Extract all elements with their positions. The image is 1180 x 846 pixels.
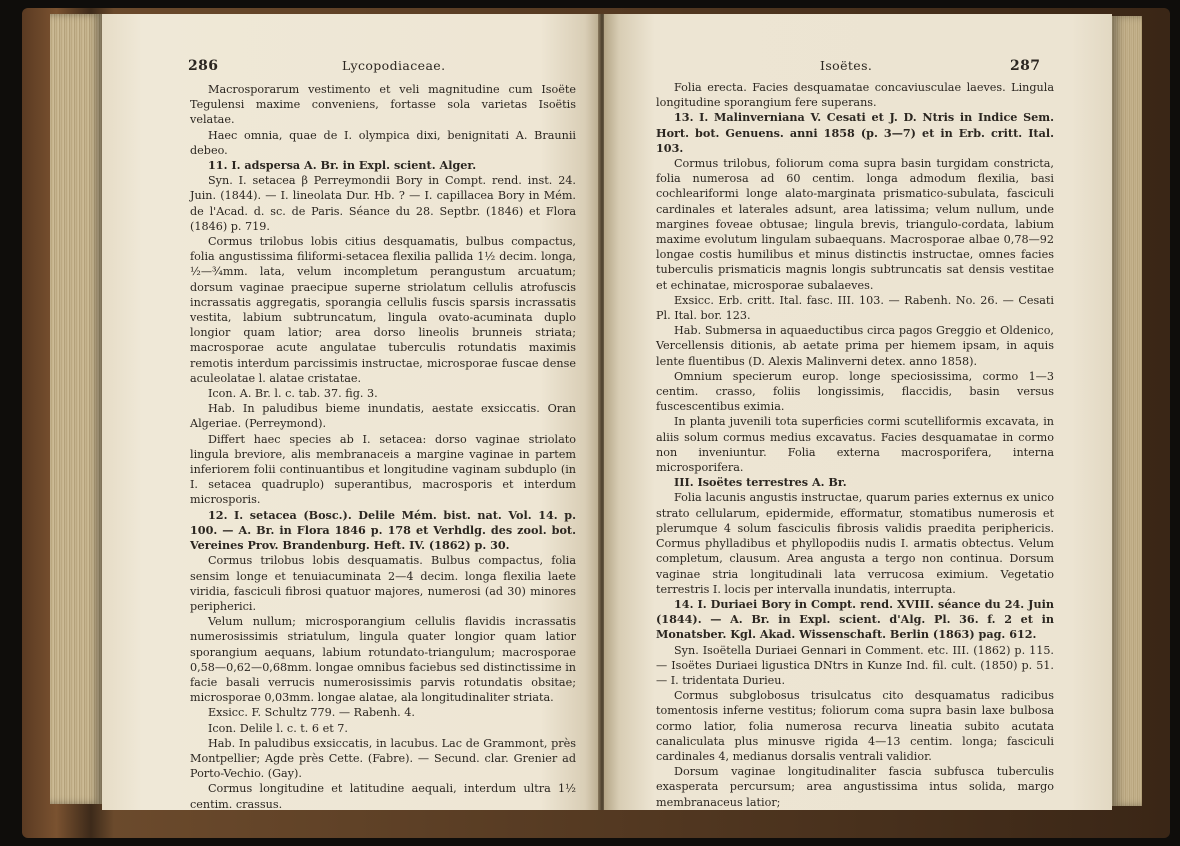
body-paragraph: Omnium specierum europ. longe speciosissima, cormo 1—3 centim. crasso, foliis longissimis, flaccidis, basin versus fuscescentibus eximia.	[656, 369, 1054, 414]
body-paragraph: Icon. Delile l. c. t. 6 et 7.	[208, 721, 348, 735]
body-paragraph: Folia erecta. Facies desquamatae concaviusculae laeves. Lingula longitudine sporangium fere superans.	[656, 81, 1054, 110]
body-paragraph: Exsicc. F. Schultz 779. — Rabenh. 4.	[208, 706, 415, 720]
body-paragraph: Haec omnia, quae de I. olympica dixi, benignitati A. Braunii debeo.	[190, 128, 576, 157]
body-paragraph: Cormus trilobus, foliorum coma supra basin turgidam constricta, folia numerosa ad 60 centim. longa admodum flexilia, basi cochleariformi longe alato-marginata prismatico-subulata, fasciculi cardinales et laterales adsunt, area latissima; velum nullum, unde margines foveae obtusae; lingula brevis, triangulo-cordata, labium maxime evolutum lingulam subaequans. Macrosporae albae 0,78—92 longae costis humilibus et minus distinctis instructae, omnes facies tuberculis prismaticis magnis longis subtruncatis sat densis vestitae et echinatae, microsporae subalaeves.	[656, 157, 1054, 292]
species-heading: 14. I. Duriaei Bory in Compt. rend. XVIII. séance du 24. Juin (1844). — A. Br. in Expl. scient. d'Alg. Pl. 36. f. 2 et in Monatsber. Kgl. Akad. Wissenschaft. Berlin (1863) pag. 612.	[656, 596, 1054, 642]
left-page	[102, 14, 600, 810]
species-heading: 12. I. setacea (Bosc.). Delile Mém. bist. nat. Vol. 14. p. 100. — A. Br. in Flora 1846 p. 178 et Verhdlg. des zool. bot. Vereines Prov. Brandenburg. Heft. IV. (1862) p. 30.	[190, 507, 576, 553]
body-paragraph: Differt haec species ab I. setacea: dorso vaginae striolato lingula breviore, alis membranaceis a margine vaginae in partem inferiorem folii continuantibus et longitudine vaginam subduplo (in I. setacea quadruplo) superantibus, macrosporis et interdum microsporis.	[190, 432, 576, 507]
body-paragraph: Icon. A. Br. l. c. tab. 37. fig. 3.	[208, 387, 378, 401]
page-edges-right	[1112, 16, 1142, 806]
body-paragraph: Cormus longitudine et latitudine aequali, interdum ultra 1½ centim. crassus.	[190, 782, 576, 810]
page-number: 287	[1010, 58, 1041, 74]
body-paragraph: Cormus trilobus lobis desquamatis. Bulbus compactus, folia sensim longe et tenuiacuminata 2—4 decim. longa flexilia laete viridia, fasciculi fibrosi quatuor majores, numerosi (ad 30) minores peripherici.	[190, 554, 576, 613]
body-paragraph: Syn. Isoëtella Duriaei Gennari in Comment. etc. III. (1862) p. 115. — Isoëtes Duriaei ligustica DNtrs in Kunze Ind. fil. cult. (1850) p. 51. — I. tridentata Durieu.	[656, 643, 1054, 687]
left-page-body	[190, 82, 576, 810]
body-paragraph: Dorsum vaginae longitudinaliter fascia subfusca tuberculis exasperata percursum; area angustissima intus solida, margo membranaceus latior;	[656, 765, 1054, 809]
page-edges-left	[50, 14, 102, 804]
species-heading: 11. I. adspersa A. Br. in Expl. scient. Alger.	[208, 158, 477, 173]
body-paragraph: Hab. In paludibus exsiccatis, in lacubus. Lac de Grammont, près Montpellier; Agde près Cette. (Fabre). — Secund. clar. Grenier ad Porto-Vechio. (Gay).	[190, 736, 576, 781]
running-head: Isoëtes.	[820, 58, 873, 73]
body-paragraph: Cormus trilobus lobis citius desquamatis, bulbus compactus, folia angustissima filiformi-setacea flexilia pallida 1½ decim. longa, ½—¾mm. lata, velum incompletum perangustum arcuatum; dorsum vaginae praecipue superne striolatum cellulis atrofuscis incrassatis aggregatis, sporangia cellulis fuscis sparsis incrassatis vestita, labium subtruncatum, lingula ovato-acuminata duplo longior quam latior; area dorso lineolis brunneis striata; macrosporae acute angulatae tuberculis rotundatis maximis remotis interdum parcissimis instructae, microsporae fuscae dense aculeolatae l. alatae cristatae.	[190, 235, 576, 385]
body-paragraph: Syn. I. setacea β Perreymondii Bory in Compt. rend. inst. 24. Juin. (1844). — I. lineolata Dur. Hb. ? — I. capillacea Bory in Mém. de l'Acad. d. sc. de Paris. Séance du 28. Septbr. (1846) et Flora (1846) p. 719.	[190, 174, 576, 233]
body-paragraph: Cormus subglobosus trisulcatus cito desquamatus radicibus tomentosis inferne vestitus; foliorum coma supra basin laxe bulbosa cormo latior, folia numerosa recurva lineatia subito acutata canaliculata plus minusve rigida 4—13 centim. longa; fasciculi cardinales 4, medianus dorsalis ventrali validior.	[656, 689, 1054, 763]
body-paragraph: Hab. Submersa in aquaeductibus circa pagos Greggio et Oldenico, Vercellensis ditionis, ab aetate prima per hiemem ipsam, in aquis lente fluentibus (D. Alexis Malinverni detex. anno 1858).	[656, 324, 1054, 368]
body-paragraph: Folia lacunis angustis instructae, quarum paries externus ex unico strato cellularum, epidermide, efformatur, stomatibus numerosis et plerumque 4 solum fasciculis fibrosis validis praedita periphericis. Cormus phylladibus et phyllopodiis nudis I. armatis obtectus. Velum completum, clausum. Area angusta a tergo non continua. Dorsum vaginae stria longitudinali lata verrucosa eximium. Vegetatio terrestris I. locis per intervalla inundatis, interrupta.	[656, 491, 1054, 596]
species-heading: III. Isoëtes terrestres A. Br.	[674, 475, 847, 490]
right-page-body	[656, 80, 1054, 810]
body-paragraph: Macrosporarum vestimento et veli magnitudine cum Isoëte Tegulensi maxime conveniens, fortasse sola varietas Isoëtis velatae.	[190, 83, 576, 127]
body-paragraph: In planta juvenili tota superficies cormi scutelliformis excavata, in aliis solum cormus medius excavatus. Facies desquamatae in cormo non inveniuntur. Folia externa macrosporifera, interna microsporifera.	[656, 415, 1054, 475]
right-page	[604, 14, 1112, 810]
body-paragraph: Hab. In paludibus bieme inundatis, aestate exsiccatis. Oran Algeriae. (Perreymond).	[190, 402, 576, 431]
running-head: Lycopodiaceae.	[342, 58, 446, 73]
page-number: 286	[188, 58, 219, 74]
body-paragraph: Velum nullum; microsporangium cellulis flavidis incrassatis numerosissimis striatulum, lingula quater longior quam latior sporangium aequans, labium rotundato-triangulum; macrosporae 0,58—0,62—0,68mm. longae omnibus faciebus sed distinctissime in facie basali verrucis numerosissimis parvis rotundatis obsitae; microsporae 0,03mm. longae alatae, ala longitudinaliter striata.	[190, 615, 576, 705]
body-paragraph: Exsicc. Erb. critt. Ital. fasc. III. 103. — Rabenh. No. 26. — Cesati Pl. Ital. bor. 123.	[656, 293, 1054, 323]
species-heading: 13. I. Malinverniana V. Cesati et J. D. Ntris in Indice Sem. Hort. bot. Genuens. anni 1858 (p. 3—7) et in Erb. critt. Ital. 103.	[656, 110, 1054, 155]
